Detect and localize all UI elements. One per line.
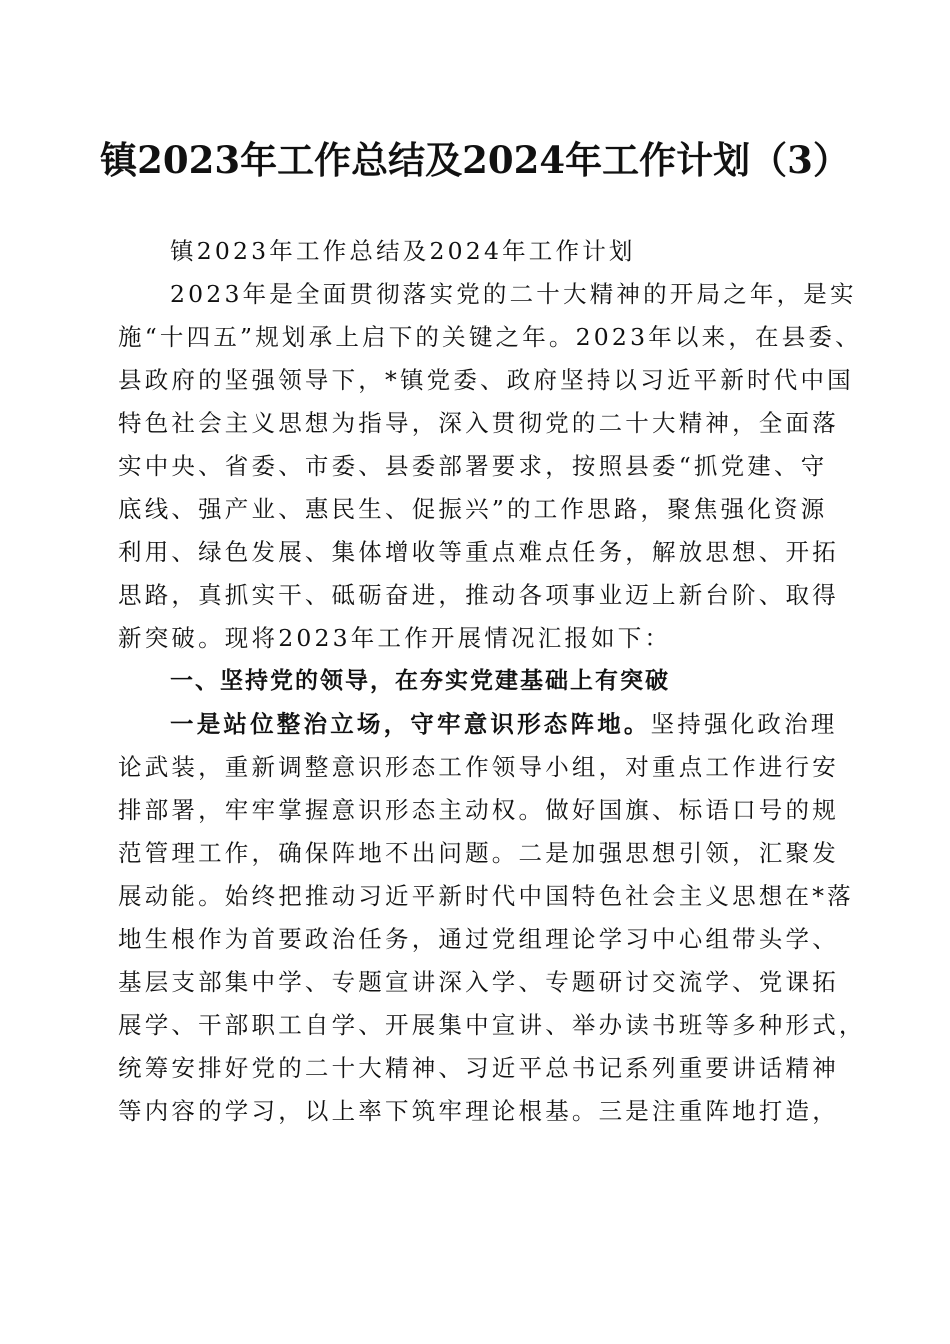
section-line: 基层支部集中学、专题宣讲深入学、专题研讨交流学、党课拓 (118, 968, 839, 996)
document-body (118, 230, 866, 1133)
section-line: 范管理工作，确保阵地不出问题。二是加强思想引领，汇聚发 (118, 839, 839, 867)
section-lead-phrase: 一是站位整治立场，守牢意识形态阵地。 (170, 710, 651, 738)
intro-line: 底线、强产业、惠民生、促振兴”的工作思路，聚焦强化资源 (118, 495, 828, 523)
section-first-line-rest: 坚持强化政治理 (650, 710, 838, 738)
section-line: 排部署，牢牢掌握意识形态主动权。做好国旗、标语口号的规 (118, 796, 839, 824)
section-heading: 一、坚持党的领导，在夯实党建基础上有突破 (170, 668, 670, 694)
document-subtitle: 镇2023年工作总结及2024年工作计划 (170, 237, 636, 265)
section-line: 论武装，重新调整意识形态工作领导小组，对重点工作进行安 (118, 753, 839, 781)
intro-line: 2023年是全面贯彻落实党的二十大精神的开局之年，是实 (170, 280, 857, 308)
intro-line: 新突破。现将2023年工作开展情况汇报如下： (118, 624, 672, 652)
intro-line: 特色社会主义思想为指导，深入贯彻党的二十大精神，全面落 (118, 409, 839, 437)
section-line: 展学、干部职工自学、开展集中宣讲、举办读书班等多种形式， (118, 1011, 866, 1039)
section-line: 统筹安排好党的二十大精神、习近平总书记系列重要讲话精神 (118, 1054, 839, 1082)
intro-line: 实中央、省委、市委、县委部署要求，按照县委“抓党建、守 (118, 452, 828, 480)
section-first-line (118, 703, 838, 746)
intro-line: 利用、绿色发展、集体增收等重点难点任务，解放思想、开拓 (118, 538, 839, 566)
section-line: 展动能。始终把推动习近平新时代中国特色社会主义思想在*落 (118, 882, 854, 910)
intro-line: 施“十四五”规划承上启下的关键之年。2023年以来，在县委、 (118, 323, 862, 351)
intro-line: 思路，真抓实干、砥砺奋进，推动各项事业迈上新台阶、取得 (118, 581, 839, 609)
section-line: 等内容的学习，以上率下筑牢理论根基。三是注重阵地打造， (118, 1097, 839, 1125)
document-title: 镇2023年工作总结及2024年工作计划（3） (100, 138, 850, 182)
section-line: 地生根作为首要政治任务，通过党组理论学习中心组带头学、 (118, 925, 839, 953)
intro-line: 县政府的坚强领导下，*镇党委、政府坚持以习近平新时代中国 (118, 366, 854, 394)
